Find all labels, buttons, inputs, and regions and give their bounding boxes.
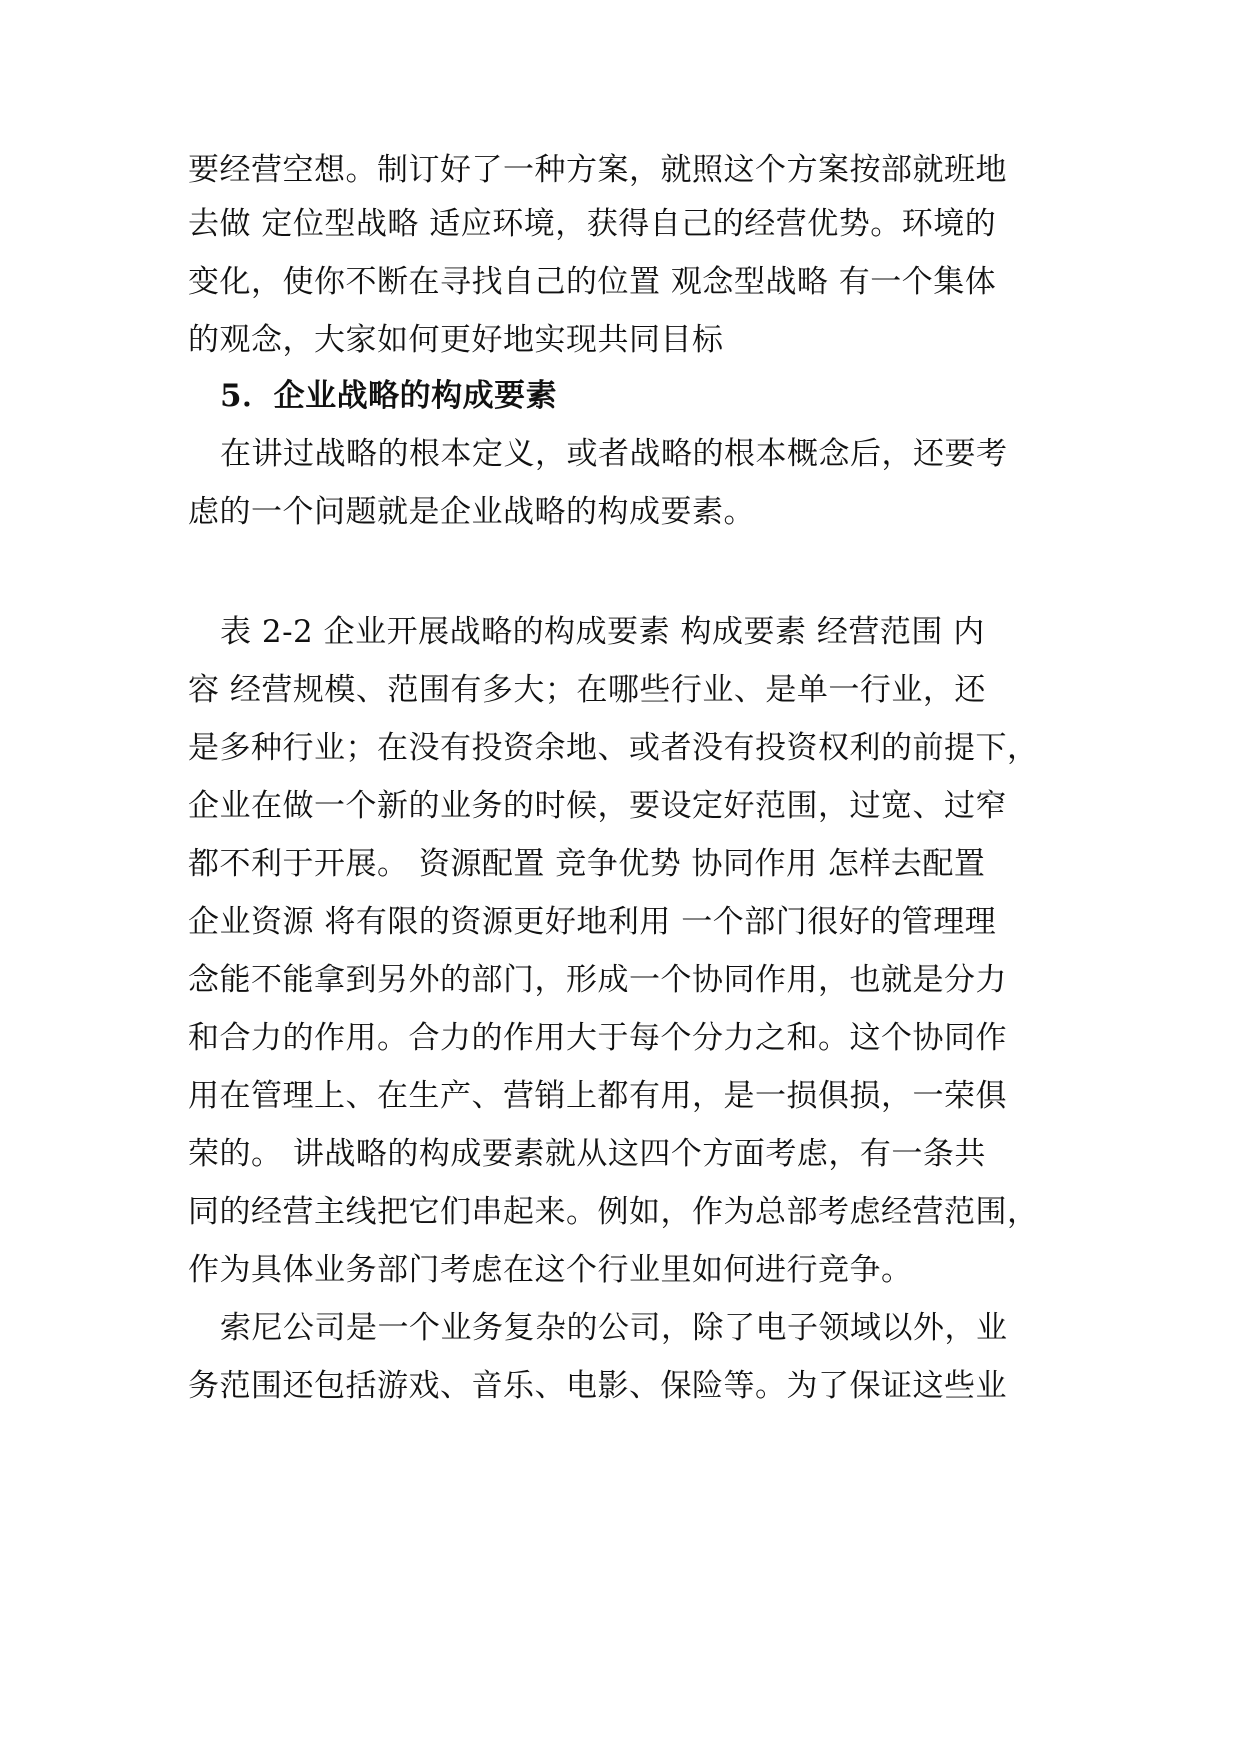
paragraph-line: 用在管理上、在生产、营销上都有用，是一损俱损，一荣俱 — [188, 1078, 1007, 1114]
text-line: 的观念，大家如何更好地实现共同目标 — [188, 322, 724, 358]
text-line: 去做 定位型战略 适应环境，获得自己的经营优势。环境的 — [188, 206, 997, 242]
text-line: 要经营空想。制订好了一种方案，就照这个方案按部就班地 — [188, 152, 1007, 188]
paragraph-line: 念能不能拿到另外的部门，形成一个协同作用，也就是分力 — [188, 962, 1007, 998]
table-caption-line: 表 2-2 企业开展战略的构成要素 构成要素 经营范围 内 — [220, 614, 985, 650]
paragraph-line: 务范围还包括游戏、音乐、电影、保险等。为了保证这些业 — [188, 1368, 1007, 1404]
paragraph-line: 索尼公司是一个业务复杂的公司，除了电子领域以外，业 — [220, 1310, 1008, 1346]
paragraph-line: 荣的。 讲战略的构成要素就从这四个方面考虑，有一条共 — [188, 1136, 986, 1172]
paragraph-line: 同的经营主线把它们串起来。例如，作为总部考虑经营范围， — [188, 1194, 1039, 1230]
paragraph-line: 和合力的作用。合力的作用大于每个分力之和。这个协同作 — [188, 1020, 1007, 1056]
paragraph-line: 是多种行业；在没有投资余地、或者没有投资权利的前提下， — [188, 730, 1039, 766]
paragraph-line: 在讲过战略的根本定义，或者战略的根本概念后，还要考 — [220, 436, 1008, 472]
paragraph-line: 作为具体业务部门考虑在这个行业里如何进行竞争。 — [188, 1252, 913, 1288]
paragraph-line: 都不利于开展。 资源配置 竞争优势 协同作用 怎样去配置 — [188, 846, 986, 882]
paragraph-line: 企业在做一个新的业务的时候，要设定好范围，过宽、过窄 — [188, 788, 1007, 824]
text-line: 变化，使你不断在寻找自己的位置 观念型战略 有一个集体 — [188, 264, 997, 300]
paragraph-line: 企业资源 将有限的资源更好地利用 一个部门很好的管理理 — [188, 904, 997, 940]
section-heading: 5．企业战略的构成要素 — [220, 378, 558, 414]
paragraph-line: 虑的一个问题就是企业战略的构成要素。 — [188, 494, 755, 530]
paragraph-line: 容 经营规模、范围有多大；在哪些行业、是单一行业，还 — [188, 672, 986, 708]
